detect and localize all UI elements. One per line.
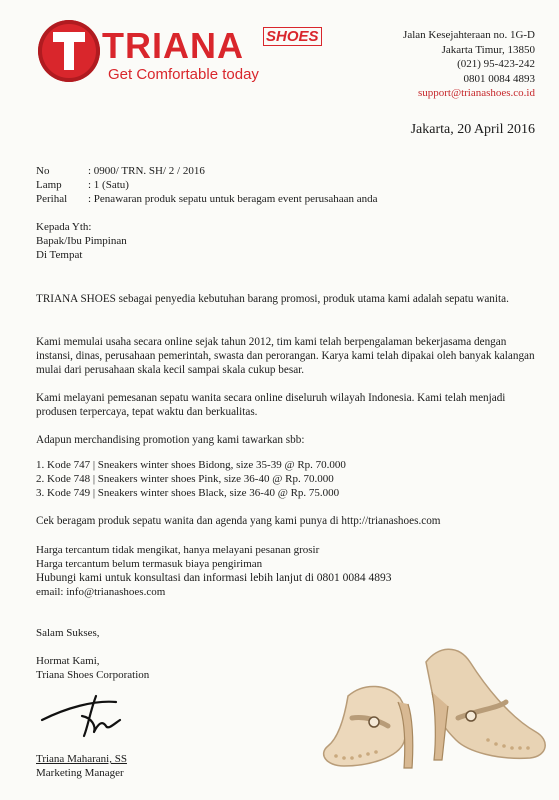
contact-info [36, 571, 392, 599]
recipient-line: Bapak/Ibu Pimpinan [36, 235, 127, 247]
signer-title: Marketing Manager [36, 767, 124, 779]
meta-row [36, 192, 378, 206]
product-list [36, 458, 346, 500]
logo-emblem [38, 20, 100, 82]
company-logo [38, 20, 348, 90]
contact-email-line: email: info@trianashoes.com [36, 586, 166, 598]
meta-value: : 1 (Satu) [88, 179, 129, 191]
product-item: 1. Kode 747 | Sneakers winter shoes Bidong, size 35-39 @ Rp. 70.000 [36, 459, 346, 471]
note-line: Harga tercantum belum termasuk biaya pengiriman [36, 558, 263, 570]
meta-key: Lamp [36, 179, 62, 191]
shoe-back [426, 649, 545, 760]
brand-suffix: SHOES [263, 27, 322, 46]
signer-name: Triana Maharani, SS [36, 753, 127, 765]
meta-value: : 0900/ TRN. SH/ 2 / 2016 [88, 165, 205, 177]
meta-row [36, 164, 378, 178]
meta-value: : Penawaran produk sepatu untuk beragam event perusahaan anda [88, 193, 378, 205]
product-item: 3. Kode 749 | Sneakers winter shoes Black, size 36-40 @ Rp. 75.000 [36, 487, 340, 499]
note-line: Harga tercantum tidak mengikat, hanya melayani pesanan grosir [36, 544, 320, 556]
recipient-line: Kepada Yth: [36, 221, 92, 233]
price-notes [36, 543, 319, 571]
address-line: Jalan Kesejahteraan no. 1G-D [403, 29, 535, 41]
meta-key: No [36, 165, 50, 177]
address-line: Jakarta Timur, 13850 [441, 43, 535, 56]
shoes-image [308, 632, 553, 792]
company-signature-name: Triana Shoes Corporation [36, 669, 150, 681]
signer-block [36, 752, 127, 780]
sign-off [36, 654, 149, 682]
handwritten-signature [36, 686, 146, 742]
product-item: 2. Kode 748 | Sneakers winter shoes Pink, size 36-40 @ Rp. 70.000 [36, 473, 334, 485]
logo-t-icon [51, 30, 87, 72]
recipient-line: Di Tempat [36, 249, 83, 261]
recipient-block [36, 220, 127, 262]
brand-tagline: Get Comfortable today [108, 66, 259, 83]
contact-phone-line: Hubungi kami untuk konsultasi dan informasi lebih lanjut di 0801 0084 4893 [36, 572, 392, 584]
website-cta: Cek beragam produk sepatu wanita dan agenda yang kami punya di http://trianashoes.com [36, 515, 441, 527]
paragraph-offer-intro: Adapun merchandising promotion yang kami tawarkan sbb: [36, 434, 305, 446]
letter-meta [36, 164, 378, 206]
company-address [403, 28, 535, 101]
address-phone: (021) 95-423-242 [457, 58, 535, 70]
shoe-front [324, 686, 413, 768]
address-mobile: 0801 0084 4893 [463, 72, 535, 85]
paragraph-intro: TRIANA SHOES sebagai penyedia kebutuhan barang promosi, produk utama kami adalah sepatu wanita. [36, 293, 509, 305]
paragraph-service: Kami melayani pemesanan sepatu wanita secara online diseluruh wilayah Indonesia. Kami telah menjadi produsen terpercaya, tepat waktu dan berkualitas. [36, 392, 506, 418]
paragraph-experience: Kami memulai usaha secara online sejak tahun 2012, tim kami telah berpengalaman bekerjasama dengan instansi, dinas, perusahaan pemerintah, swasta dan perorangan. Karya kami telah dipakai oleh banyak kalangan mulai dari perusahaan skala kecil sampai skala cukup besar. [36, 336, 535, 376]
letter-date: Jakarta, 20 April 2016 [410, 122, 535, 137]
address-email: support@trianashoes.co.id [417, 87, 535, 99]
brand-name: TRIANA [102, 25, 244, 66]
meta-row [36, 178, 378, 192]
sign-off-line: Hormat Kami, [36, 655, 100, 667]
meta-key: Perihal [36, 193, 68, 205]
closing-greeting: Salam Sukses, [36, 627, 100, 639]
